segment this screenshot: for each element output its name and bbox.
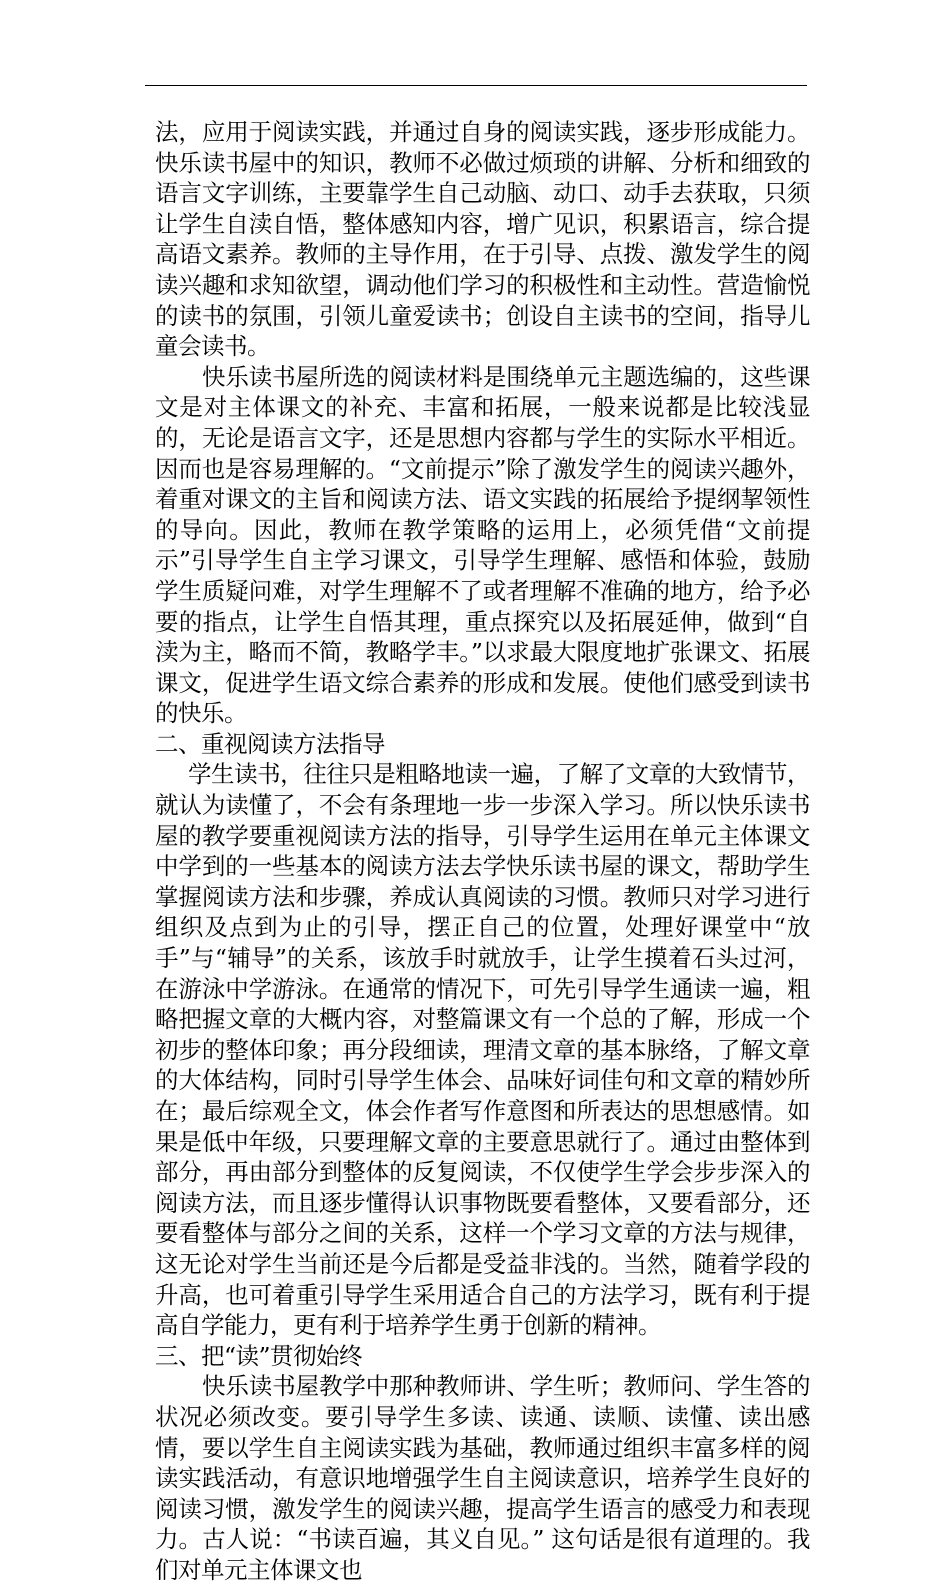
document-body: [155, 117, 810, 1586]
section-heading-2: 二、重视阅读方法指导: [155, 729, 385, 758]
paragraph-reading-materials: 快乐读书屋所选的阅读材料是围绕单元主题选编的，这些课文是对主体课文的补充、丰富和拓展，一般来说都是比较浅显的，无论是语言文字，还是思想内容都与学生的实际水平相近。因而也是容易理解的。“文前提示”除了激发学生的阅读兴趣外，着重对课文的主旨和阅读方法、语文实践的拓展给予提纲挈领性的导向。因此，教师在教学策略的运用上，必须凭借“文前提示”引导学生自主学习课文，引导学生理解、感悟和体验，鼓励学生质疑问难，对学生理解不了或者理解不准确的地方，给予必要的指点，让学生自悟其理，重点探究以及拓展延伸，做到“自渎为主，略而不简，教略学丰。”以求最大限度地扩张课文、拓展课文，促进学生语文综合素养的形成和发展。使他们感受到读书的快乐。: [155, 362, 810, 728]
paragraph-continuation: 法，应用于阅读实践，并通过自身的阅读实践，逐步形成能力。快乐读书屋中的知识，教师不必做过烦琐的讲解、分析和细致的语言文字训练，主要靠学生自己动脑、动口、动手去获取，只须让学生自渎自悟，整体感知内容，增广见识，积累语言，综合提高语文素养。教师的主导作用，在于引导、点拨、激发学生的阅读兴趣和求知欲望，调动他们学习的积极性和主动性。营造愉悦的读书的氛围，引领儿童爱读书；创设自主读书的空间，指导儿童会读书。: [155, 118, 810, 361]
paragraph-reading-methods: 学生读书，往往只是粗略地读一遍，了解了文章的大致情节，就认为读懂了，不会有条理地一步一步深入学习。所以快乐读书屋的教学要重视阅读方法的指导，引导学生运用在单元主体课文中学到的一些基本的阅读方法去学快乐读书屋的课文，帮助学生掌握阅读方法和步骤，养成认真阅读的习惯。教师只对学习进行组织及点到为止的引导，摆正自己的位置，处理好课堂中“放手”与“辅导”的关系，该放手时就放手，让学生摸着石头过河，在游泳中学游泳。在通常的情况下，可先引导学生通读一遍，粗略把握文章的大概内容，对整篇课文有一个总的了解，形成一个初步的整体印象；再分段细读，理清文章的基本脉络，了解文章的大体结构，同时引导学生体会、品味好词佳句和文章的精妙所在；最后综观全文，体会作者写作意图和所表达的思想感情。如果是低中年级，只要理解文章的主要意思就行了。通过由整体到部分，再由部分到整体的反复阅读，不仅使学生学会步步深入的阅读方法，而且逐步懂得认识事物既要看整体，又要看部分，还要看整体与部分之间的关系，这样一个学习文章的方法与规律，这无论对学生当前还是今后都是受益非浅的。当然，随着学段的升高，也可着重引导学生采用适合自己的方法学习，既有利于提高自学能力，更有利于培养学生勇于创新的精神。: [155, 760, 810, 1340]
paragraph-reading-throughout: 快乐读书屋教学中那种教师讲、学生听；教师问、学生答的状况必须改变。要引导学生多读、读通、读顺、读懂、读出感情，要以学生自主阅读实践为基础，教师通过组织丰富多样的阅读实践活动，有意识地增强学生自主阅读意识，培养学生良好的阅读习惯，激发学生的阅读兴趣，提高学生语言的感受力和表现力。古人说：“书读百遍，其义自见。” 这句话是很有道理的。我们对单元主体课文也: [155, 1372, 810, 1584]
section-heading-3: 三、把“读”贯彻始终: [155, 1341, 363, 1370]
header-rule: [145, 85, 807, 86]
